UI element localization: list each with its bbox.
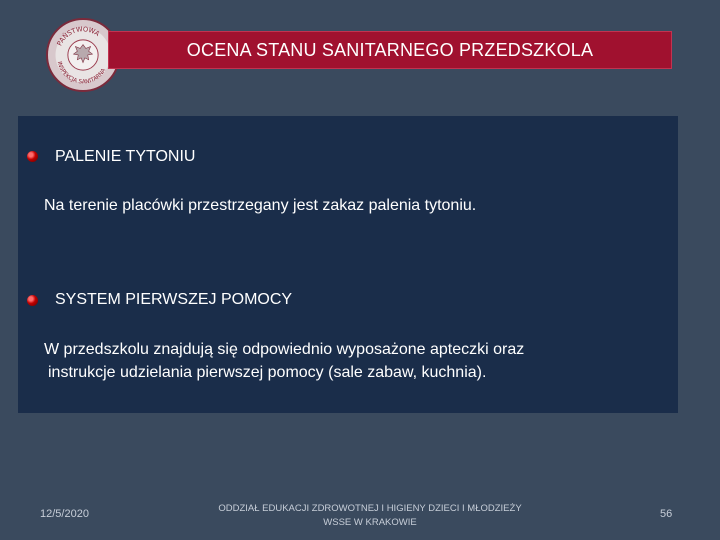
- section-heading-first-aid: SYSTEM PIERWSZEJ POMOCY: [55, 291, 293, 308]
- section-body-smoking: Na terenie placówki przestrzegany jest zakaz palenia tytoniu.: [44, 197, 477, 214]
- footer-organization-line2: WSSE W KRAKOWIE: [323, 517, 417, 528]
- footer-organization: [190, 502, 550, 530]
- slide-title-bar: [108, 31, 672, 69]
- footer-organization-line1: ODDZIAŁ EDUKACJI ZDROWOTNEJ I HIGIENY DZIECI I MŁODZIEŻY: [218, 503, 522, 514]
- footer-page-number: 56: [660, 508, 673, 520]
- bullet-icon: [27, 151, 38, 162]
- footer-date: 12/5/2020: [40, 508, 89, 520]
- section-body-first-aid-line2: instrukcje udzielania pierwszej pomocy (sale zabaw, kuchnia).: [48, 364, 487, 381]
- content-panel: [18, 116, 678, 413]
- svg-text:INSPEKCJA SANITARNA: INSPEKCJA SANITARNA: [55, 60, 108, 86]
- bullet-icon: [27, 295, 38, 306]
- svg-text:PAŃSTWOWA: PAŃSTWOWA: [55, 25, 101, 48]
- section-heading-smoking: PALENIE TYTONIU: [55, 148, 196, 165]
- section-body-first-aid-line1: W przedszkolu znajdują się odpowiednio wyposażone apteczki oraz: [44, 341, 525, 358]
- slide-title: OCENA STANU SANITARNEGO PRZEDSZKOLA: [186, 39, 594, 60]
